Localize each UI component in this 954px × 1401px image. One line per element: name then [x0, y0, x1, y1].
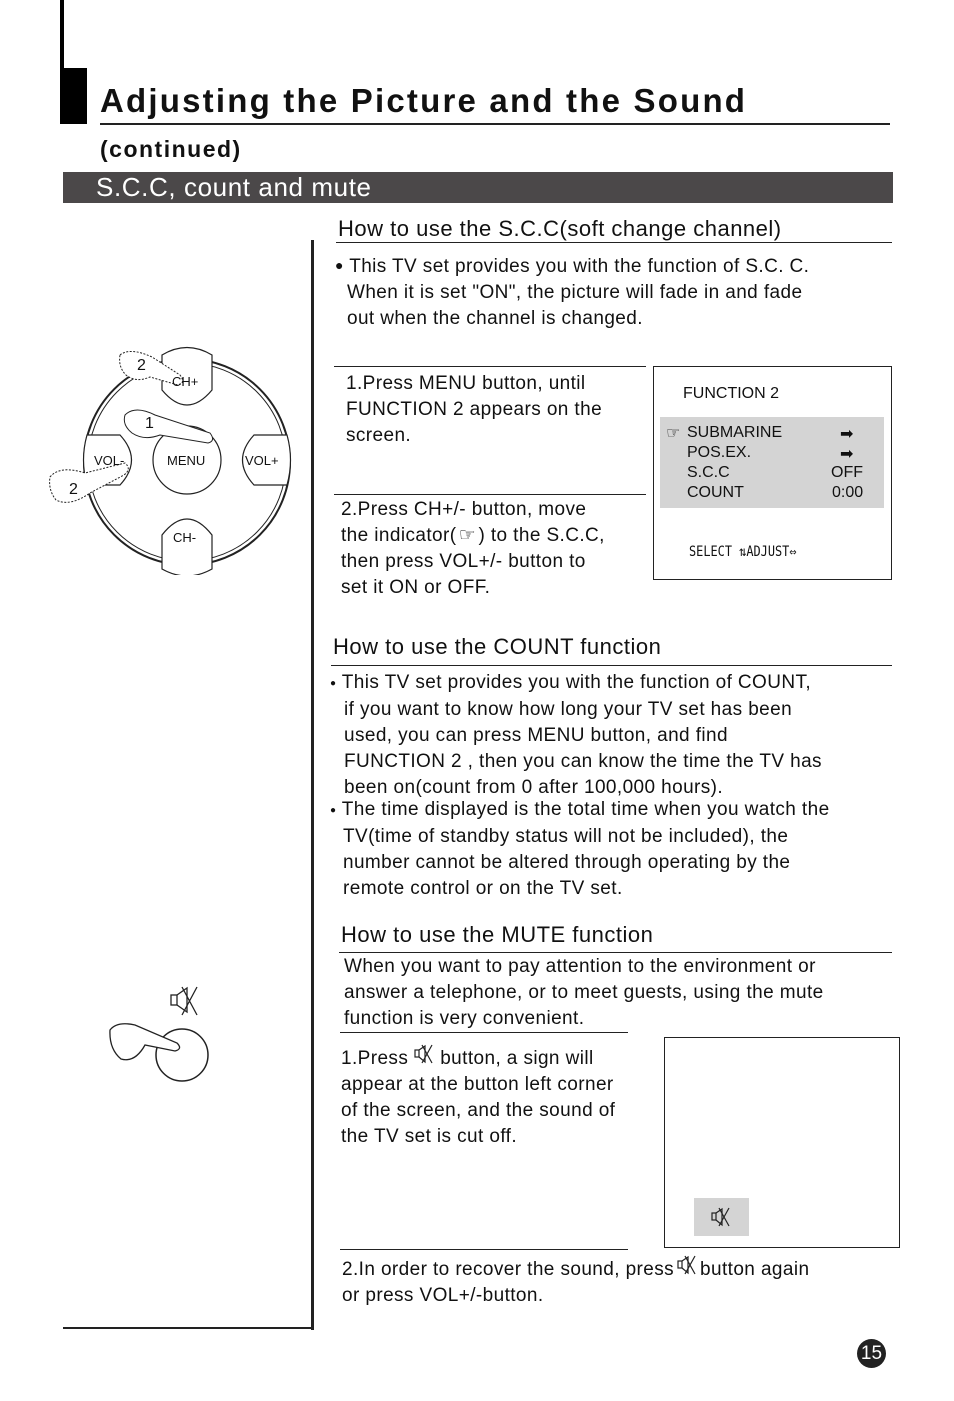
step2-rule — [334, 494, 646, 495]
step1-rule — [334, 366, 646, 367]
bottom-rule — [63, 1327, 313, 1329]
osd-row-label: SUBMARINE — [687, 424, 783, 441]
ch-minus-label: CH- — [173, 530, 197, 545]
page-number: 15 — [857, 1339, 886, 1368]
step-number-menu: 1 — [145, 415, 154, 432]
menu-label: MENU — [167, 453, 206, 468]
osd-row-value: ➡ — [840, 426, 854, 443]
mute-icon — [674, 1255, 700, 1283]
scc-heading-rule — [336, 242, 892, 243]
title-rule — [100, 123, 890, 125]
bullet-icon: ● — [330, 678, 337, 689]
header-block-decoration — [60, 68, 87, 124]
osd-row-label: POS.EX. — [687, 444, 752, 461]
vol-plus-label: VOL+ — [245, 453, 279, 468]
ch-plus-label: CH+ — [172, 374, 199, 389]
mute-step2-rule — [340, 1249, 628, 1250]
continued-label: (continued) — [100, 136, 242, 162]
mute-intro: When you want to pay attention to the environment or answer a telephone, or to meet guests, using the mute function is very convenient. — [344, 956, 824, 1029]
left-right-arrow-icon: ⇔ — [789, 544, 797, 560]
scc-step2: 2.Press CH+/- button, move the indicator( ☞ ) to the S.C.C, then press VOL+/- button to set it ON or OFF. — [341, 499, 605, 598]
scc-bullet: ● This TV set provides you with the function of S.C. C. When it is set "ON", the picture will fade in and fade out when the channel is changed. — [335, 256, 810, 329]
mute-intro-rule — [340, 1032, 628, 1033]
header-bar-decoration — [60, 0, 64, 70]
osd-footer: SELECT ⇅ADJUST⇔ — [689, 544, 797, 560]
page-title: Adjusting the Picture and the Sound — [100, 82, 748, 119]
count-heading-rule — [331, 665, 892, 666]
osd-row-value: 0:00 — [832, 484, 864, 501]
osd-row-label: S.C.C — [687, 464, 730, 481]
column-divider — [311, 240, 314, 1330]
mute-indicator — [694, 1198, 749, 1236]
mute-icon — [710, 1207, 732, 1227]
osd-cursor-icon: ☞ — [666, 425, 681, 442]
mute-icon — [171, 987, 197, 1015]
count-bullet-2: ● The time displayed is the total time when you watch the TV(time of standby status will not be included), the number cannot be altered through operating by the remote control or on the TV set. — [330, 799, 830, 899]
mute-heading: How to use the MUTE function — [341, 922, 654, 947]
step-number-ch: 2 — [137, 357, 146, 374]
step-number-vol: 2 — [69, 481, 78, 498]
osd-row-value: ➡ — [840, 446, 854, 463]
hand-indicator-icon: ☞ — [458, 525, 477, 546]
up-down-arrow-icon: ⇅ — [739, 544, 747, 560]
mute-icon — [408, 1044, 440, 1072]
bullet-icon: ● — [330, 805, 337, 816]
osd-row-value: OFF — [831, 464, 863, 481]
section-title: S.C.C, count and mute — [96, 172, 372, 202]
count-heading: How to use the COUNT function — [333, 634, 662, 659]
osd-title: FUNCTION 2 — [683, 385, 779, 402]
mute-remote-illustration — [105, 985, 215, 1085]
count-bullet-1: ● This TV set provides you with the function of COUNT, if you want to know how long your TV set has been used, you can press MENU button, and find FUNCTION 2 , then you can know the time the TV has been on(count from 0 after 100,000 hours). — [330, 672, 822, 798]
osd-row-label: COUNT — [687, 484, 744, 501]
vol-minus-label: VOL- — [94, 453, 125, 468]
scc-step1: 1.Press MENU button, until FUNCTION 2 appears on the screen. — [346, 373, 603, 446]
mute-heading-rule — [339, 952, 892, 953]
ch-minus-button — [162, 519, 212, 575]
mute-step2: 2.In order to recover the sound, press button again or press VOL+/-button. — [342, 1255, 809, 1309]
bullet-icon: ● — [335, 257, 344, 273]
mute-step1: 1.Press button, a sign will appear at the button left corner of the screen, and the sound of the TV set is cut off. — [341, 1044, 615, 1150]
scc-heading: How to use the S.C.C(soft change channel) — [338, 216, 782, 241]
